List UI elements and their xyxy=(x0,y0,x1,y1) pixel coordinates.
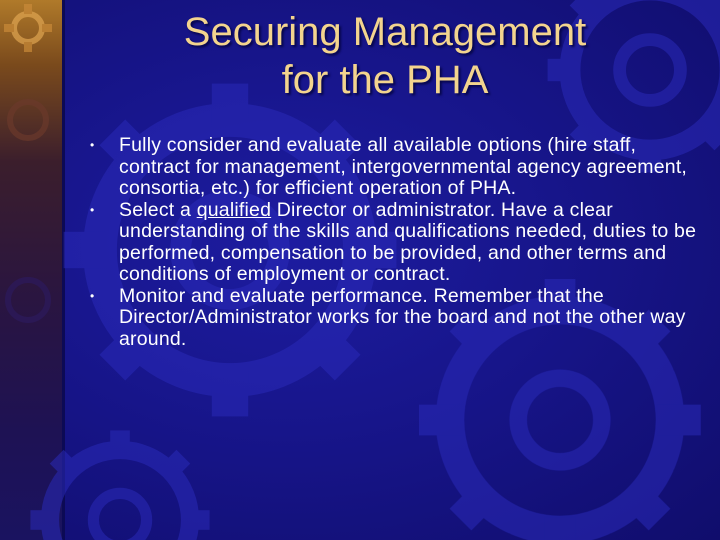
bullet-text-pre: Select a xyxy=(119,198,197,221)
bullet-text-post: Director or administrator. Have a clear understanding of the skills and qualifications needed, duties to be performed, compensation to be provided, and other terms and conditions of employment or contract. xyxy=(119,198,697,285)
bullet-text: Fully consider and evaluate all available options (hire staff, contract for management, intergovernmental agency agreement, consortia, etc.) for efficient operation of PHA. xyxy=(119,134,688,199)
bullet-icon: • xyxy=(90,202,95,217)
bullet-icon: • xyxy=(90,288,95,303)
bullet-icon: • xyxy=(90,138,95,152)
bullet-list xyxy=(90,134,698,350)
title-line-2: for the PHA xyxy=(281,58,489,102)
underlined-word: qualified xyxy=(196,198,272,221)
title-line-1: Securing Management xyxy=(183,10,587,54)
gear-shape xyxy=(30,430,209,540)
bullet-item xyxy=(90,134,698,200)
bullet-item xyxy=(90,284,698,351)
bullet-text: Monitor and evaluate performance. Remember that the Director/Administrator works for the board and not the other way around. xyxy=(119,284,686,350)
bullet-item xyxy=(90,198,698,286)
slide-title xyxy=(70,8,700,104)
